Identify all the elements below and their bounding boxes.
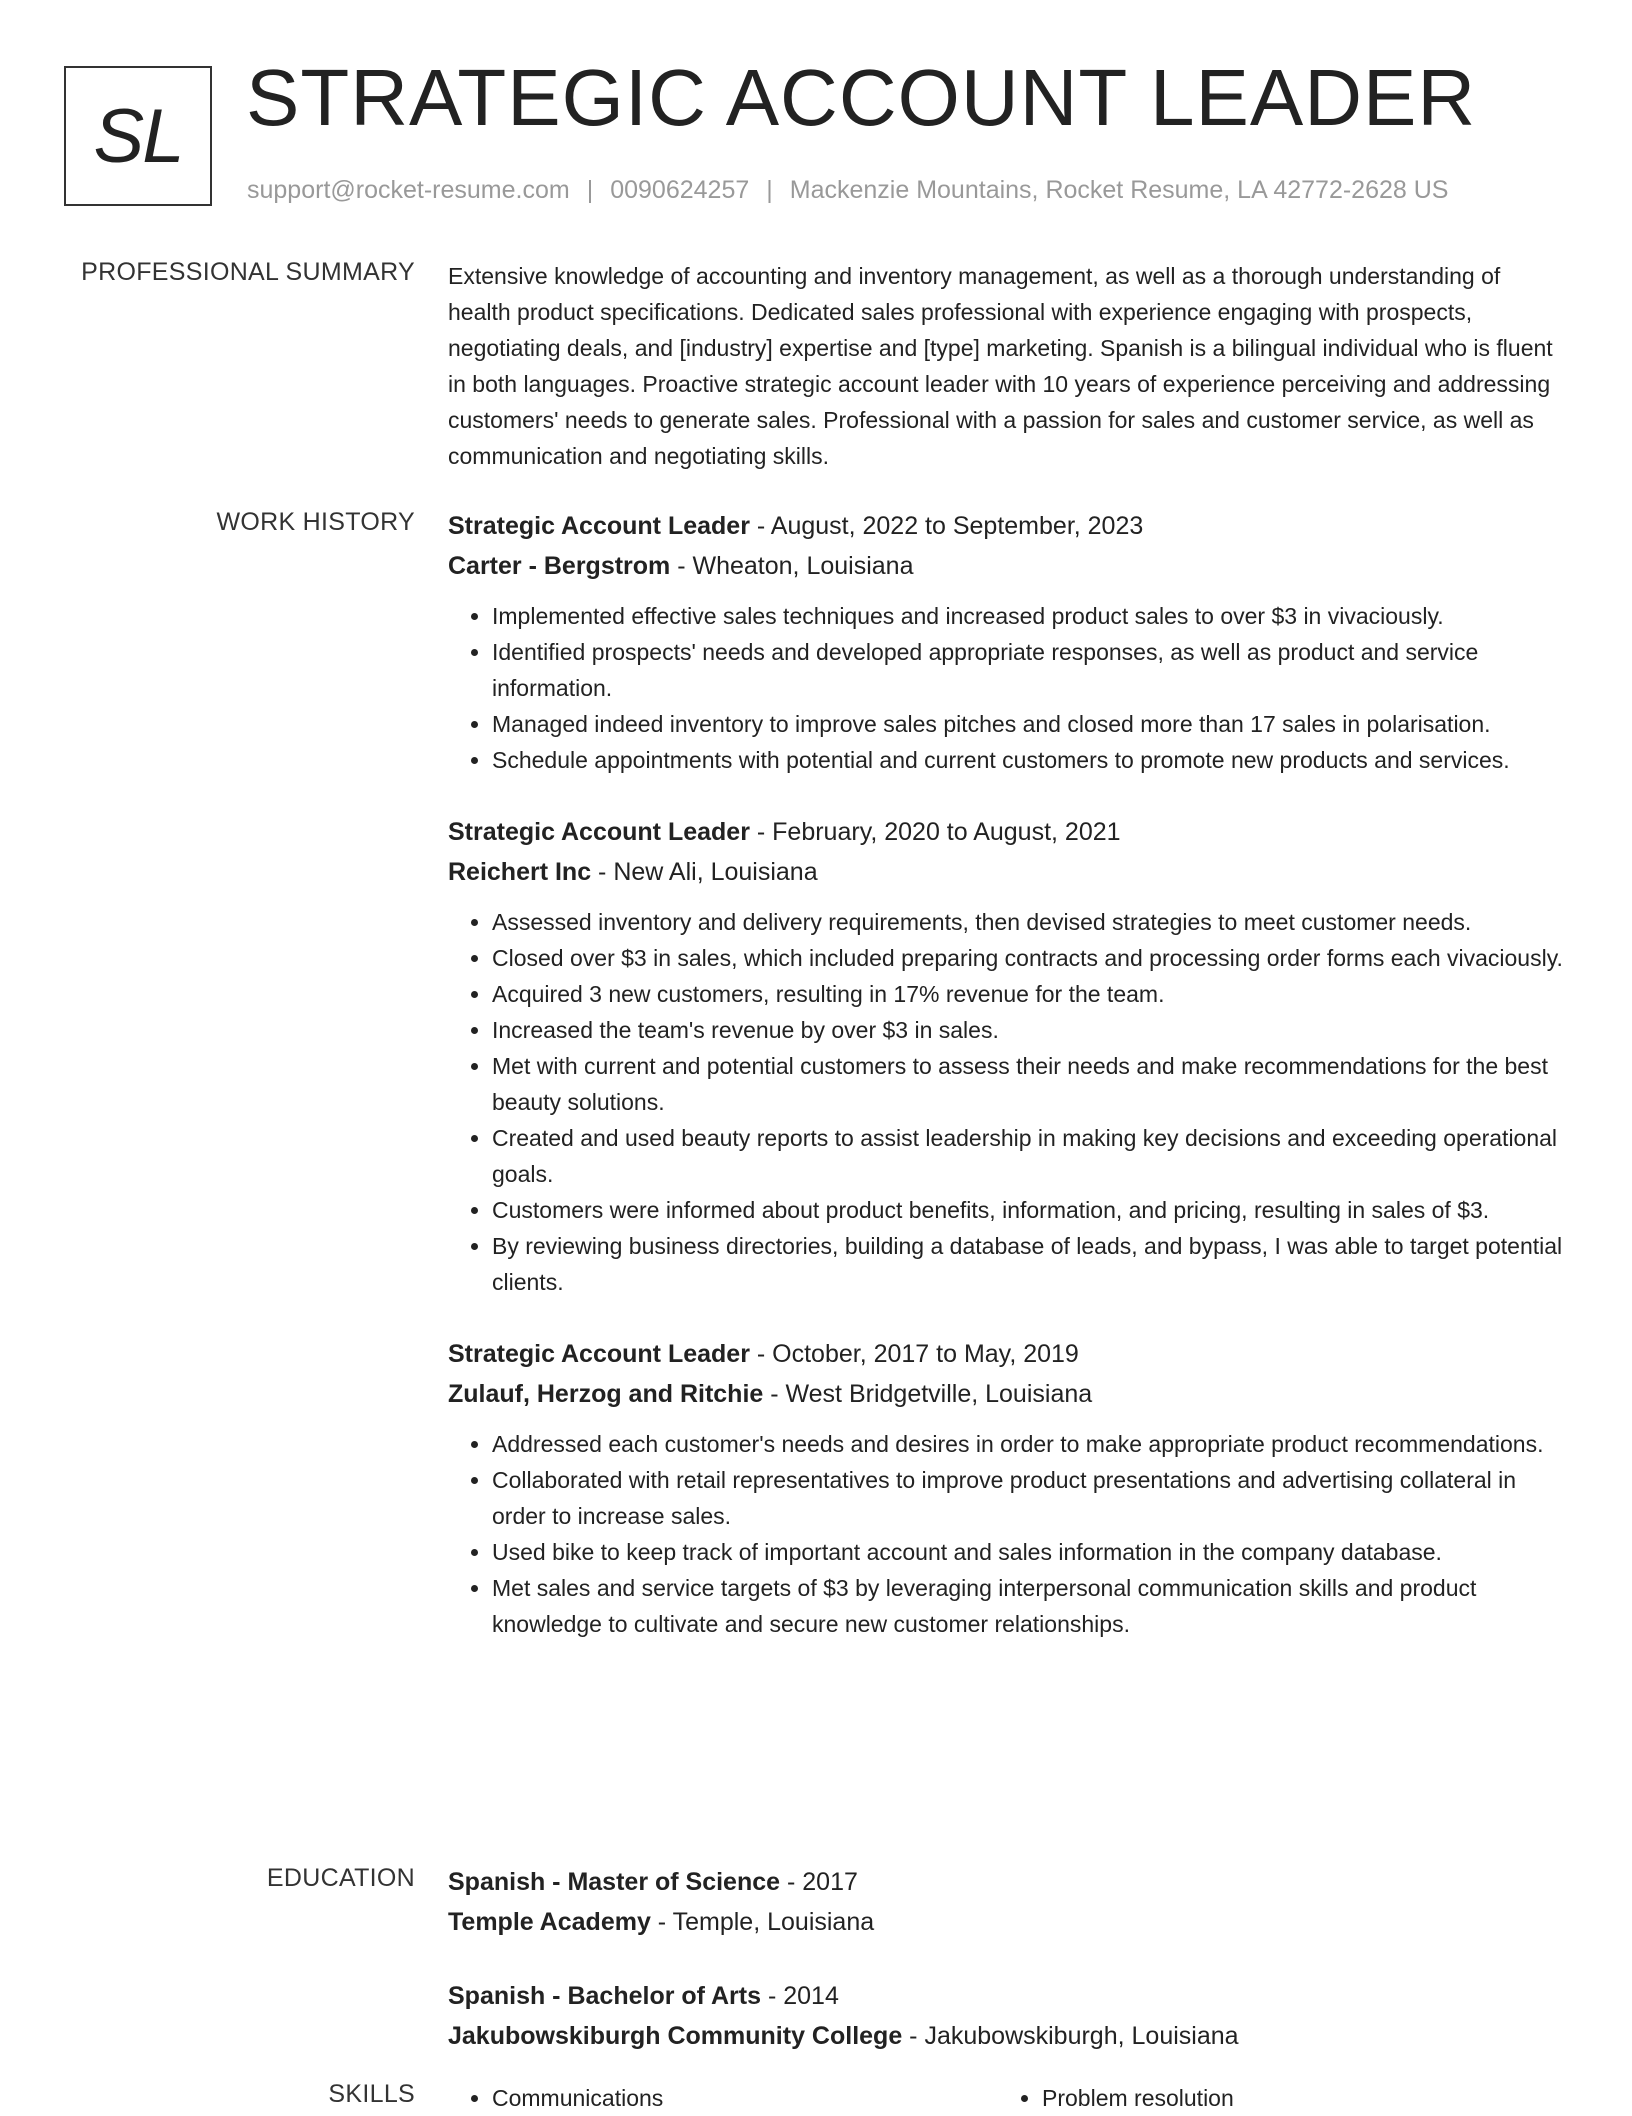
list-item: • Acquired 3 new customers, resulting in 17% revenue for the team.: [492, 976, 1566, 1012]
list-item: • Assessed inventory and delivery requirements, then devised strategies to meet customer needs.: [492, 904, 1566, 940]
education-school: Temple Academy: [448, 1908, 651, 1936]
list-item: • Schedule appointments with potential and current customers to promote new products and services.: [492, 742, 1566, 778]
summary-content: [448, 258, 1566, 474]
job-location: - New Ali, Louisiana: [591, 858, 818, 886]
skills-column-right: [998, 2080, 1548, 2116]
education-entry: [448, 1976, 1566, 2056]
summary-text: Extensive knowledge of accounting and inventory management, as well as a thorough understanding of health product specifications. Dedicated sales professional with experience engaging with prospects, negotiating deals, and [industry] expertise and [type] marketing. Spanish is a bilingual individual who is fluent in both languages. Proactive strategic account leader with 10 years of experience perceiving and addressing customers' needs to generate sales. Professional with a passion for sales and customer service, as well as communication and negotiating skills.: [448, 263, 1553, 469]
education-location: - Jakubowskiburgh, Louisiana: [902, 2022, 1239, 2050]
education-content: [448, 1862, 1566, 2090]
list-item: • Collaborated with retail representatives to improve product presentations and advertising collateral in order to increase sales.: [492, 1462, 1566, 1534]
education-school-line: [448, 2016, 1566, 2056]
education-school: Jakubowskiburgh Community College: [448, 2022, 903, 2050]
education-year: - 2014: [761, 1982, 839, 2010]
job-company: Reichert Inc: [448, 858, 592, 886]
job-title-line: [448, 812, 1566, 852]
skill-item: • Problem resolution: [1042, 2080, 1548, 2116]
list-item: • Customers were informed about product benefits, information, and pricing, resulting in sales of $3.: [492, 1192, 1566, 1228]
skills-column-left: [448, 2080, 998, 2116]
job-company-line: [448, 1374, 1566, 1414]
list-item: • Closed over $3 in sales, which included preparing contracts and processing order forms each vivaciously.: [492, 940, 1566, 976]
job-company-line: [448, 852, 1566, 892]
contact-address: Mackenzie Mountains, Rocket Resume, LA 42772-2628 US: [789, 176, 1449, 204]
contact-separator: |: [586, 176, 594, 204]
education-degree-line: [448, 1862, 1566, 1902]
list-item: • Created and used beauty reports to assist leadership in making key decisions and exceeding operational goals.: [492, 1120, 1566, 1192]
skills-row: [448, 2080, 1566, 2116]
job-dates: - February, 2020 to August, 2021: [749, 818, 1121, 846]
list-item: • Met sales and service targets of $3 by leveraging interpersonal communication skills and product knowledge to cultivate and secure new customer relationships.: [492, 1570, 1566, 1642]
list-item: • Met with current and potential customers to assess their needs and make recommendations for the best beauty solutions.: [492, 1048, 1566, 1120]
education-degree: Spanish - Master of Science: [448, 1868, 781, 1896]
list-item: • Managed indeed inventory to improve sales pitches and closed more than 17 sales in polarisation.: [492, 706, 1566, 742]
job-title: Strategic Account Leader: [448, 512, 750, 540]
job-location: - West Bridgetville, Louisiana: [763, 1380, 1093, 1408]
list-item: • By reviewing business directories, building a database of leads, and bypass, I was able to target potential clients.: [492, 1228, 1566, 1300]
work-history-content: [448, 506, 1566, 1676]
education-school-line: [448, 1902, 1566, 1942]
section-label-summary: PROFESSIONAL SUMMARY: [81, 258, 415, 286]
job-title: Strategic Account Leader: [448, 818, 750, 846]
education-degree: Spanish - Bachelor of Arts: [448, 1982, 762, 2010]
list-item: • Identified prospects' needs and developed appropriate responses, as well as product and service information.: [492, 634, 1566, 706]
job-location: - Wheaton, Louisiana: [670, 552, 914, 580]
job-company: Carter - Bergstrom: [448, 552, 671, 580]
contact-line: [247, 176, 1448, 205]
list-item: • Increased the team's revenue by over $3 in sales.: [492, 1012, 1566, 1048]
skills-content: [448, 2080, 1566, 2116]
contact-separator: |: [766, 176, 773, 204]
education-entry: [448, 1862, 1566, 1942]
list-item: • Used bike to keep track of important account and sales information in the company database.: [492, 1534, 1566, 1570]
skill-item: • Communications: [492, 2080, 998, 2116]
monogram: SL: [64, 66, 212, 206]
job-title-line: [448, 506, 1566, 546]
job-dates: - August, 2022 to September, 2023: [749, 512, 1144, 540]
section-label-skills: SKILLS: [328, 2080, 415, 2108]
list-item: • Implemented effective sales techniques and increased product sales to over $3 in vivaciously.: [492, 598, 1566, 634]
job-bullets: [448, 904, 1566, 1300]
job-entry: [448, 812, 1566, 1300]
job-dates: - October, 2017 to May, 2019: [749, 1340, 1079, 1368]
section-label-work-history: WORK HISTORY: [216, 508, 415, 536]
job-bullets: [448, 1426, 1566, 1642]
education-location: - Temple, Louisiana: [650, 1908, 875, 1936]
job-company-line: [448, 546, 1566, 586]
contact-phone[interactable]: 0090624257: [610, 176, 750, 204]
list-item: • Addressed each customer's needs and desires in order to make appropriate product recommendations.: [492, 1426, 1566, 1462]
job-bullets: [448, 598, 1566, 778]
job-title: Strategic Account Leader: [448, 1340, 750, 1368]
job-title-line: [448, 1334, 1566, 1374]
job-entry: [448, 506, 1566, 778]
job-company: Zulauf, Herzog and Ritchie: [448, 1380, 764, 1408]
job-entry: [448, 1334, 1566, 1642]
contact-email[interactable]: support@rocket-resume.com: [247, 176, 570, 204]
page-title: STRATEGIC ACCOUNT LEADER: [246, 53, 1477, 142]
section-label-education: EDUCATION: [266, 1864, 415, 1892]
education-degree-line: [448, 1976, 1566, 2016]
education-year: - 2017: [780, 1868, 858, 1896]
